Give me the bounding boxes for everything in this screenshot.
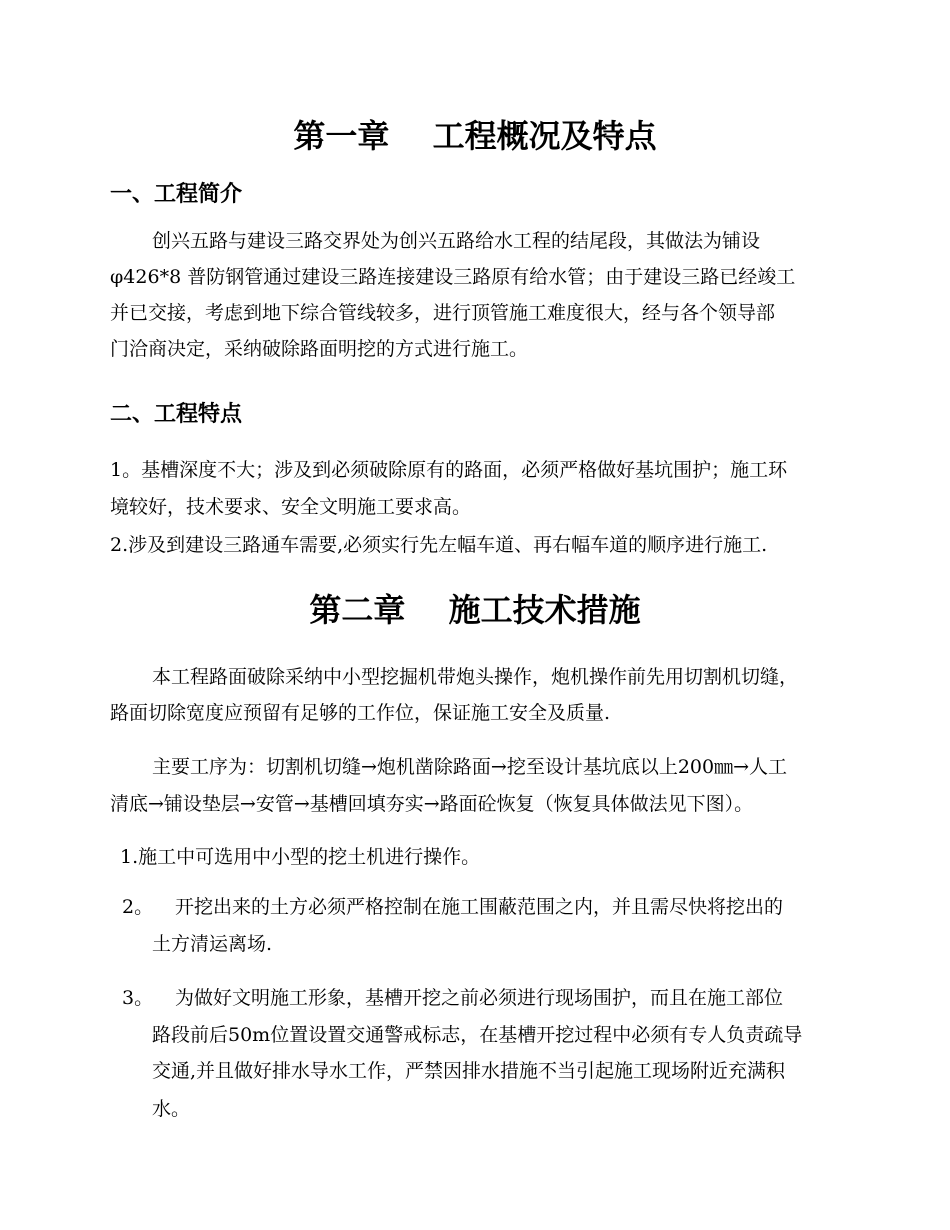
list-item-3-line: 路段前后50m位置设置交通警戒标志，在基槽开挖过程中必须有专人负责疏导 [152,1024,803,1046]
list-item-1: 1.施工中可选用中小型的挖土机进行操作。 [120,846,481,868]
section-1-line: 并已交接，考虑到地下综合管线较多，进行顶管施工难度很大，经与各个领导部 [110,302,776,324]
chapter-1-title: 第一章 工程概况及特点 [293,117,657,155]
section-1-heading: 一、工程简介 [110,182,243,207]
chapter-2-title: 第二章 施工技术措施 [309,591,641,629]
list-item-2-number: 2。 [122,896,154,918]
paragraph-1-line: 路面切除宽度应预留有足够的工作位，保证施工安全及质量. [110,702,611,724]
list-item-2-line: 土方清运离场. [152,933,273,955]
section-2-line: 境较好，技术要求、安全文明施工要求高。 [110,496,472,518]
paragraph-1-line: 本工程路面破除采纳中小型挖掘机带炮头操作，炮机操作前先用切割机切缝， [152,666,799,688]
list-item-2-line: 开挖出来的土方必须严格控制在施工围蔽范围之内，并且需尽快将挖出的 [175,896,784,918]
section-2-heading: 二、工程特点 [110,402,243,427]
list-item-3-line: 水。 [152,1098,191,1120]
paragraph-2-line: 清底→铺设垫层→安管→基槽回填夯实→路面砼恢复（恢复具体做法见下图）。 [110,793,754,815]
list-item-3-number: 3。 [122,987,154,1009]
section-1-line: φ426*8 普防钢管通过建设三路连接建设三路原有给水管；由于建设三路已经竣工 [110,266,796,288]
section-1-line: 创兴五路与建设三路交界处为创兴五路给水工程的结尾段，其做法为铺设 [152,230,761,252]
paragraph-2-line: 主要工序为：切割机切缝→炮机凿除路面→挖至设计基坑底以上200㎜→人工 [152,756,788,778]
list-item-3-line: 交通,并且做好排水导水工作，严禁因排水措施不当引起施工现场附近充满积 [152,1060,786,1082]
list-item-3-line: 为做好文明施工形象，基槽开挖之前必须进行现场围护，而且在施工部位 [175,987,784,1009]
section-1-line: 门洽商决定，采纳破除路面明挖的方式进行施工。 [110,338,529,360]
section-2-line: 2.涉及到建设三路通车需要,必须实行先左幅车道、再右幅车道的顺序进行施工. [110,534,768,556]
section-2-line: 1。基槽深度不大；涉及到必须破除原有的路面，必须严格做好基坑围护；施工环 [110,459,788,481]
